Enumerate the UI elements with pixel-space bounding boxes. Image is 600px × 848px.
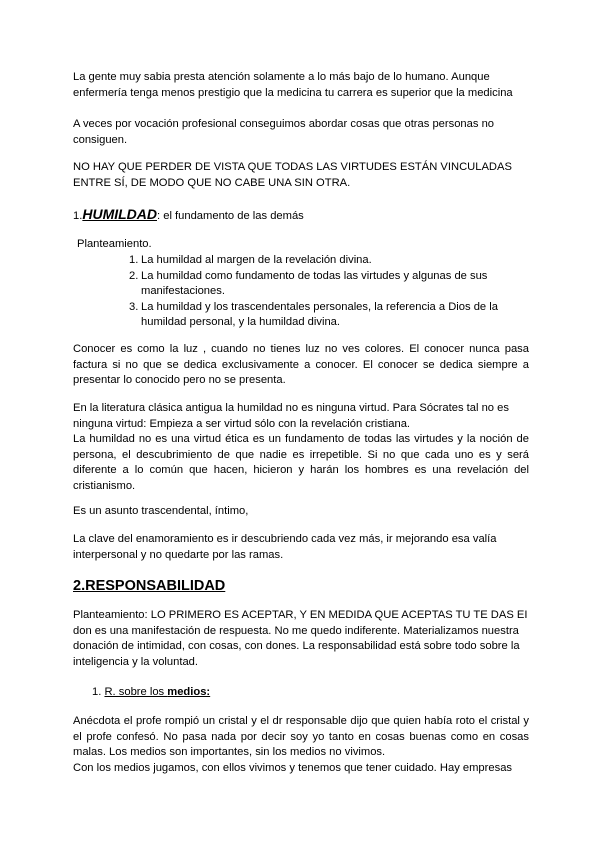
paragraph-clave: La clave del enamoramiento es ir descubriendo cada vez más, ir mejorando esa valía interpersonal y no quedarte por las ramas. — [73, 533, 497, 561]
intro-paragraph-3: NO HAY QUE PERDER DE VISTA QUE TODAS LAS VIRTUDES ESTÁN VINCULADAS ENTRE SÍ, DE MODO QUE NO CABE UNA SIN OTRA. — [73, 161, 512, 189]
subsection-medios — [92, 685, 210, 701]
paragraph-medios: Con los medios jugamos, con ellos vivimos y tenemos que tener cuidado. Hay empresas — [73, 762, 513, 774]
list-item: 3. La humildad y los trascendentales personales, la referencia a Dios de la humildad personal, y la humildad divina. — [129, 300, 498, 328]
paragraph-literatura: En la literatura clásica antigua la humildad no es ninguna virtud. Para Sócrates tal no es ninguna virtud: Empieza a ser virtud sólo con la revelación cristiana. — [73, 402, 509, 430]
list-item: 1. La humildad al margen de la revelación divina. — [129, 254, 372, 266]
paragraph-conocer: Conocer es como la luz , cuando no tienes luz no ves colores. El conocer nunca pasa factura si no que se dedica exclusivamente a conocer. El conocer se dedica siempre a presentar lo conocido pero no se presenta. — [73, 343, 529, 386]
intro-paragraph-2: A veces por vocación profesional conseguimos abordar cosas que otras personas no consiguen. — [73, 118, 495, 146]
intro-paragraph-1: La gente muy sabia presta atención solamente a lo más bajo de lo humano. Aunque enfermería tenga menos prestigio que la medicina tu carrera es superior que la medicina — [73, 71, 513, 99]
planteamiento-list — [129, 253, 519, 331]
paragraph-asunto: Es un asunto trascendental, íntimo, — [73, 505, 249, 517]
subsection-number: 1. — [92, 686, 102, 698]
subsection-label: R. sobre los — [104, 686, 168, 698]
section-1-title: HUMILDAD — [82, 206, 157, 222]
section-1-subtitle: : el fundamento de las demás — [157, 210, 304, 222]
section-1-number: 1. — [73, 210, 83, 222]
list-item: 2. La humildad como fundamento de todas las virtudes y algunas de sus manifestaciones. — [129, 269, 488, 297]
planteamiento-label: Planteamiento. — [77, 238, 152, 250]
section-2-heading: 2.RESPONSABILIDAD — [73, 578, 226, 594]
paragraph-planteamiento-2: Planteamiento: LO PRIMERO ES ACEPTAR, Y EN MEDIDA QUE ACEPTAS TU TE DAS EI don es una manifestación de respuesta. No me quedo indiferente. Materializamos nuestra donación de intimidad, con cosas, con dones. La responsabilidad está sobre todo sobre la inteligencia y la voluntad. — [73, 609, 528, 668]
paragraph-humildad: La humildad no es una virtud ética es un fundamento de todas las virtudes y la noción de persona, el descubrimiento de que nadie es irrepetible. Si no que cada uno es y será diferente a lo común que hacen, hicieron y harán los hombres es una revelación del cristianismo. — [73, 433, 529, 492]
paragraph-anecdota: Anécdota el profe rompió un cristal y el dr responsable dijo que quien había roto el cristal y el profe confesó. No pasa nada por decir soy yo tanto en cosas buenas como en cosas malas. Los medios son importantes, sin los medios no vivimos. — [73, 715, 529, 758]
section-1-heading — [73, 206, 304, 224]
subsection-bold: medios: — [167, 686, 211, 698]
